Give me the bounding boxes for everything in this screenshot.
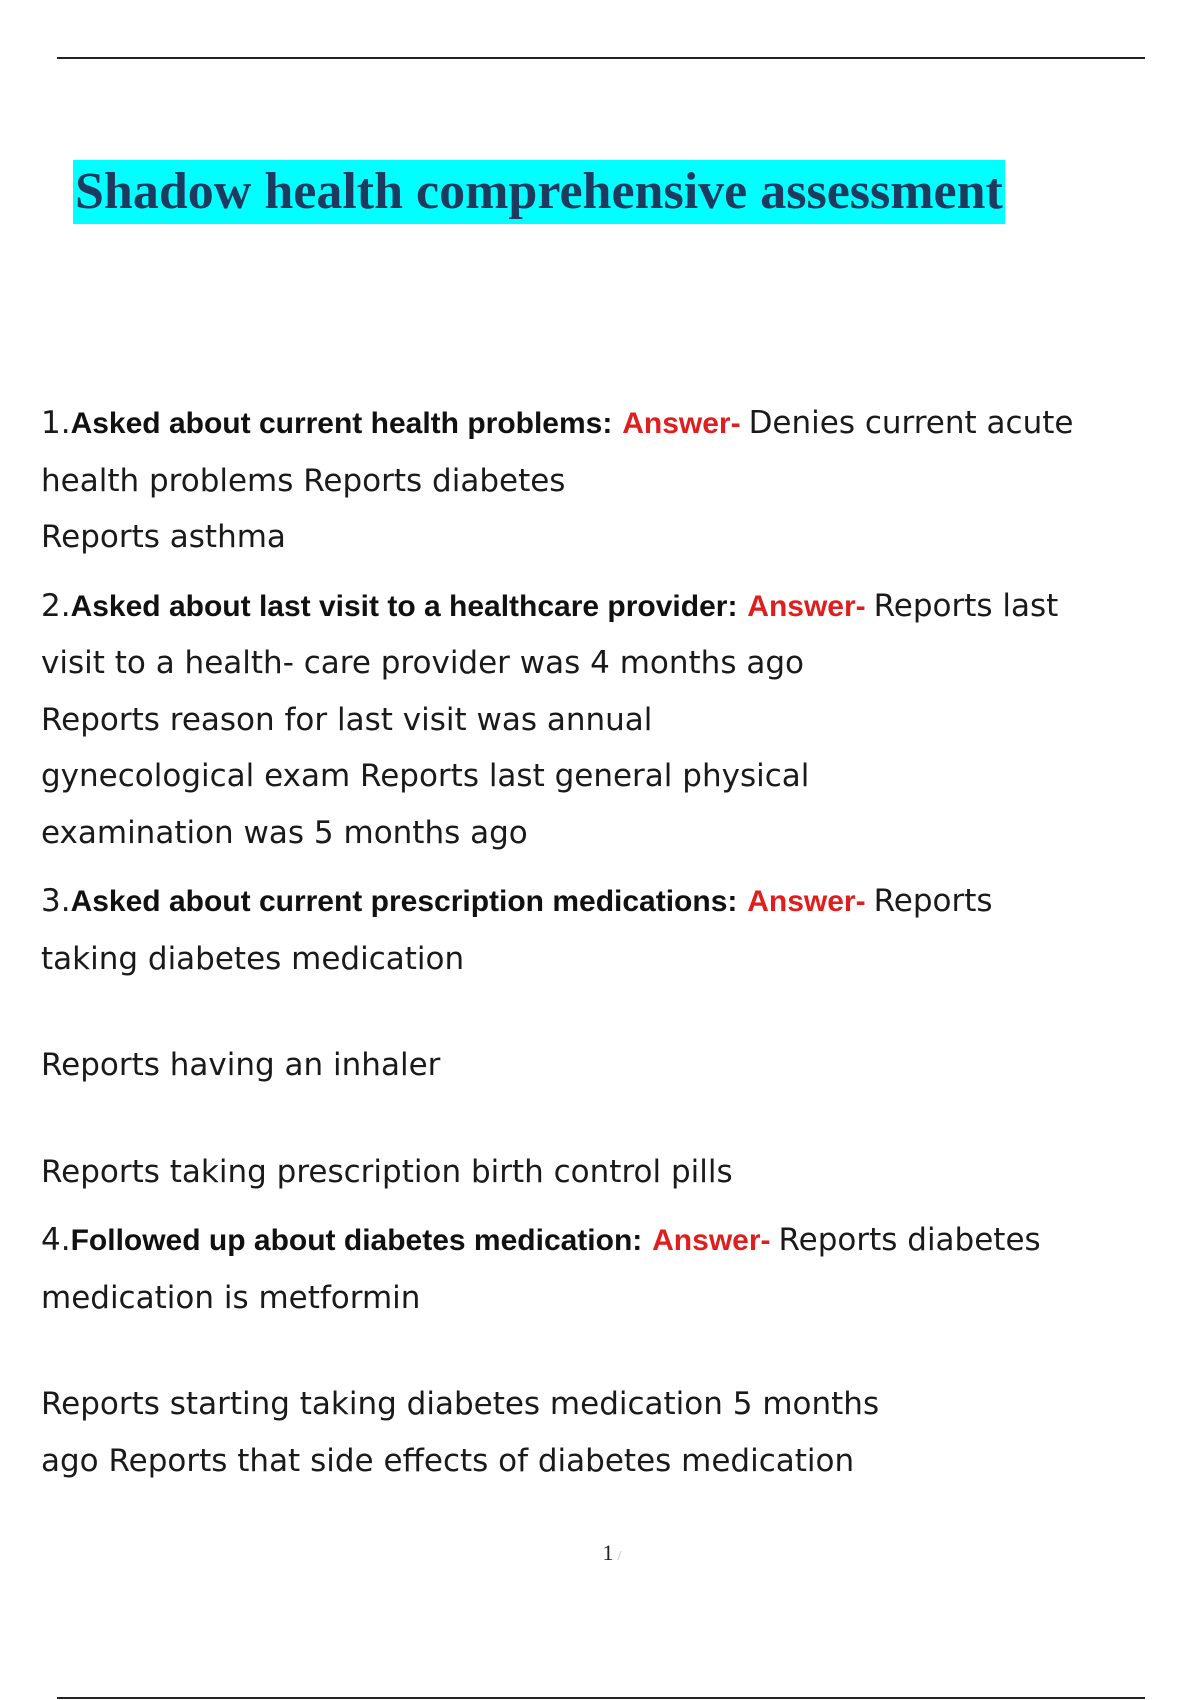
spacer (41, 1094, 1151, 1144)
question-text: Asked about last visit to a healthcare provider: (70, 589, 738, 623)
page-number-value: 1 (602, 1540, 614, 1565)
item-number: 3. (41, 883, 71, 919)
answer-line: Reports having an inhaler (41, 1047, 441, 1083)
question-item-2 (41, 578, 1151, 862)
answer-line: Reports diabetes (778, 1222, 1041, 1258)
answer-line: taking diabetes medication (41, 940, 465, 977)
answer-label: Answer- (747, 885, 866, 918)
question-list (41, 395, 1151, 1489)
question-item-1 (41, 395, 1151, 566)
item-number: 4. (41, 1222, 71, 1258)
answer-line: Reports asthma (41, 519, 286, 555)
title-block (73, 160, 1005, 224)
question-text: Asked about current prescription medications: (70, 885, 738, 918)
answer-line: gynecological exam Reports last general physical (41, 758, 810, 794)
answer-line: Reports reason for last visit was annual (41, 701, 653, 738)
answer-line: Reports taking prescription birth control pills (41, 1153, 733, 1190)
question-item-4 (41, 1212, 1151, 1489)
answer-line: medication is metformin (41, 1279, 421, 1316)
spacer (41, 1326, 1151, 1376)
page-separator: / (617, 1549, 622, 1564)
top-rule (57, 57, 1145, 59)
question-item-3 (41, 873, 1151, 1200)
bottom-rule (57, 1697, 1145, 1699)
spacer (41, 987, 1151, 1037)
answer-line: Reports starting taking diabetes medication 5 months (41, 1386, 880, 1422)
answer-line: ago Reports that side effects of diabetes medication (41, 1442, 855, 1479)
page-number (0, 1540, 1200, 1566)
document-title: Shadow health comprehensive assessment (73, 160, 1005, 224)
answer-line: health problems Reports diabetes (41, 462, 566, 499)
answer-line: Reports last (873, 587, 1059, 624)
answer-label: Answer- (652, 1224, 771, 1257)
answer-line: Reports (873, 883, 993, 919)
answer-label: Answer- (622, 407, 741, 440)
item-number: 1. (41, 405, 71, 441)
question-text: Asked about current health problems: (70, 407, 613, 440)
answer-line: Denies current acute (748, 405, 1074, 441)
item-number: 2. (41, 587, 71, 624)
answer-line: examination was 5 months ago (41, 814, 528, 851)
answer-label: Answer- (747, 589, 866, 623)
answer-line: visit to a health- care provider was 4 months ago (41, 645, 804, 681)
question-text: Followed up about diabetes medication: (70, 1224, 643, 1257)
